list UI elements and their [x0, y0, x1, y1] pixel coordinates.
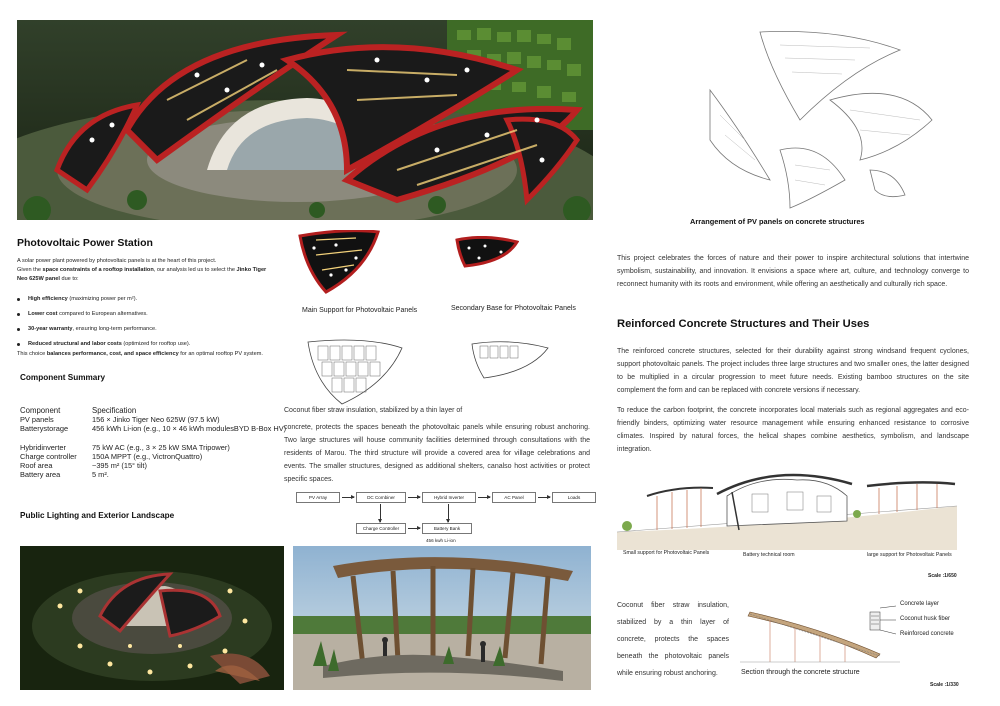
flow-arrow — [408, 528, 420, 529]
secondary-base-grid-drawing — [470, 340, 550, 380]
pv-benefit-list — [17, 293, 267, 350]
arrangement-caption: Arrangement of PV panels on concrete structures — [690, 217, 865, 226]
table-cell: Hybridinverter — [20, 443, 67, 452]
flow-arrow — [342, 497, 354, 498]
loads-box: Loads — [552, 492, 596, 503]
table-cell — [92, 433, 294, 443]
large-support-label: large support for Photovoltaic Panels — [867, 552, 952, 558]
coconut-insulation-first-line: Coconut fiber straw insulation, stabilized by a thin layer of — [284, 407, 463, 414]
main-support-layout — [306, 338, 404, 406]
table-row — [20, 415, 294, 424]
main-support-caption: Main Support for Photovoltaic Panels — [302, 307, 418, 314]
aerial-render-illustration — [17, 20, 593, 220]
table-cell: PV panels — [20, 415, 54, 424]
table-header-row — [20, 406, 294, 415]
pv-intro-line2: Given the space constraints of a rooftop installation, our analysis led us to select the Jinko Tiger Neo 625W panel due to: — [17, 267, 267, 282]
table-cell: 456 kWh Li-ion (e.g., 10 × 46 kWh modulesBYD B-Box HV) — [92, 424, 287, 433]
pv-station-intro — [17, 257, 267, 284]
secondary-base-panel-icon — [455, 236, 519, 270]
flow-arrow — [538, 497, 550, 498]
pv-station-title: Photovoltaic Power Station — [17, 237, 153, 249]
table-cell: ~395 m² (15° tilt) — [92, 461, 147, 470]
secondary-base-layout — [470, 340, 550, 380]
table-cell: 75 kW AC (e.g., 3 × 25 kW SMA Tripower) — [92, 443, 230, 452]
small-support-label: Small support for Photovoltaic Panels — [623, 550, 710, 556]
aerial-render-main — [17, 20, 593, 220]
table-cell: Battery area — [20, 470, 61, 479]
concrete-title: Reinforced Concrete Structures and Their Uses — [617, 318, 870, 330]
concrete-layer-label: Concrete layer — [900, 601, 940, 607]
pv-arrangement-plan — [670, 30, 940, 210]
pavilion-render — [293, 546, 591, 690]
benefit-item: 30-year warranty, ensuring long-term performance. — [17, 323, 267, 335]
benefit-item: Lower cost compared to European alternatives. — [17, 308, 267, 320]
elevation-section-illustration — [617, 466, 957, 550]
component-summary-title: Component Summary — [20, 373, 106, 382]
main-support-panel-icon — [296, 230, 382, 294]
night-render — [20, 546, 284, 690]
table-header: Specification — [92, 406, 137, 415]
battery-note: 456 kwh Li-ion — [426, 538, 456, 543]
table-row — [20, 452, 294, 461]
flow-arrow — [478, 497, 490, 498]
husk-fiber-label: Coconut husk fiber — [900, 616, 951, 622]
public-lighting-title: Public Lighting and Exterior Landscape — [20, 511, 175, 520]
section-scale: Scale :1/330 — [930, 682, 959, 688]
project-description: This project celebrates the forces of nature and their power to inspire architectural solutions that intertwine symbolism, sustainability, and innovation. It envisions a space where art, culture, and technology converge to reconnect humanity with its roots and environment, while offering an aesthetically and culturally rich space. — [617, 255, 969, 288]
component-table — [20, 406, 294, 479]
benefit-item: High efficiency (maximizing power per m²). — [17, 293, 267, 305]
table-row — [20, 424, 294, 433]
table-cell: Charge controller — [20, 452, 77, 461]
elevation-scale: Scale :1/650 — [928, 573, 957, 579]
energy-flow-diagram — [296, 490, 596, 550]
table-cell — [20, 433, 92, 443]
table-cell: 5 m². — [92, 470, 109, 479]
flow-arrow-down — [380, 504, 381, 522]
table-row — [20, 433, 294, 443]
table-cell: 156 × Jinko Tiger Neo 625W (97.5 kW) — [92, 415, 220, 424]
battery-room-label: Battery technical room — [743, 552, 795, 558]
pv-conclusion: This choice balances performance, cost, and space efficiency for an optimal rooftop PV system. — [17, 351, 263, 357]
pv-intro-line1: A solar power plant powered by photovoltaic panels is at the heart of this project. — [17, 258, 217, 264]
secondary-base-illustration — [455, 236, 519, 270]
table-cell: 150A MPPT (e.g., VictronQuattro) — [92, 452, 203, 461]
coconut-insulation-paragraph: concrete, protects the spaces beneath the photovoltaic panels while ensuring robust anchoring. Two large structures will house community facilities determined through consultations with the residents of Marou. The third structure will provide a covered area for village celebrations and events. The smaller structures, designed as additional shelters, canalso host activities or protect specific spaces. — [284, 424, 590, 483]
secondary-base-caption: Secondary Base for Photovoltaic Panels — [451, 305, 576, 312]
ac-panel-box: AC Panel — [492, 492, 536, 503]
section-caption: Section through the concrete structure — [741, 669, 860, 676]
main-support-illustration — [296, 230, 382, 294]
dc-combiner-box: DC Combiner — [356, 492, 406, 503]
hybrid-inverter-box: Hybrid Inverter — [422, 492, 476, 503]
flow-arrow-down — [448, 504, 449, 522]
main-support-grid-drawing — [306, 338, 404, 406]
table-row — [20, 461, 294, 470]
benefit-item: Reduced structural and labor costs (optimized for rooftop use). — [17, 338, 267, 350]
night-render-illustration — [20, 546, 284, 690]
table-cell: Batterystorage — [20, 424, 69, 433]
section-paragraph: Coconut fiber straw insulation, stabilized by a thin layer of concrete, protects the spaces beneath the photovoltaic panels while ensuring robust anchoring. — [617, 602, 729, 677]
concrete-paragraph-2: To reduce the carbon footprint, the concrete incorporates local materials such as regional aggregates and eco-friendly binders, optimizing water resource management while ensuring enhanced resistance to corrosive climates. Inspired by natural forces, the helical shapes combine aesthetics, symbolism, and landscape integration. — [617, 407, 969, 453]
reinforced-concrete-label: Reinforced concrete — [900, 631, 954, 637]
elevation-drawing — [617, 466, 957, 550]
pv-arrangement-drawing — [670, 30, 940, 210]
pv-array-box: PV Array — [296, 492, 340, 503]
table-row — [20, 443, 294, 452]
battery-bank-box: Battery Bank — [422, 523, 472, 534]
charge-controller-box: Charge Controller — [356, 523, 406, 534]
concrete-paragraph-1: The reinforced concrete structures, selected for their durability against strong windsand frequent cyclones, support photovoltaic panels. The project includes three large structures and two smaller ones, the latter designed to be multiplied in a circular progression to meet future needs. Existing bamboo structures on the site complement the form and can be replaced with concrete versions if necessary. — [617, 348, 969, 394]
table-cell: Roof area — [20, 461, 53, 470]
flow-arrow — [408, 497, 420, 498]
pavilion-render-illustration — [293, 546, 591, 690]
table-row — [20, 470, 294, 479]
table-header: Component — [20, 406, 61, 415]
